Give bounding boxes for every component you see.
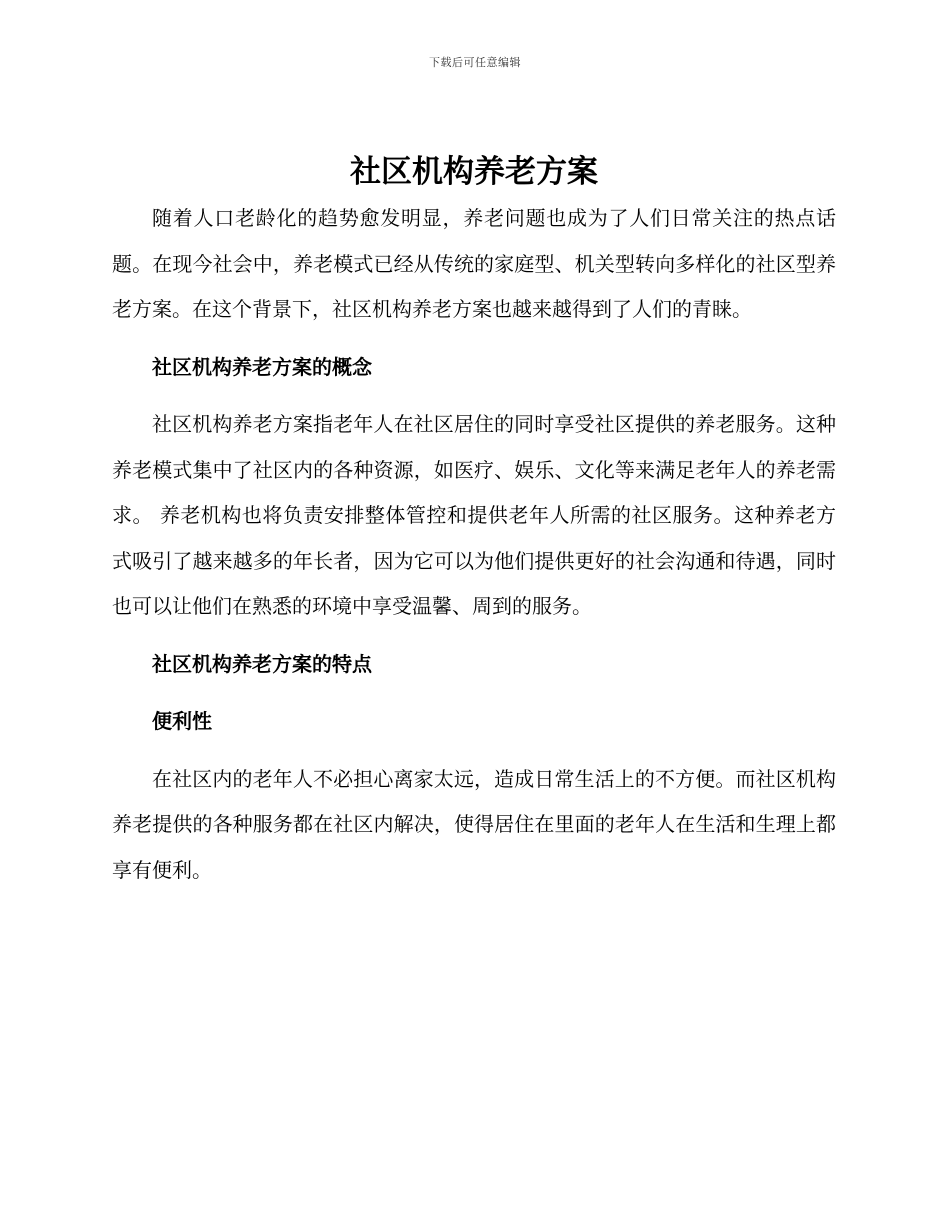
subheading-convenience: 便利性 (152, 709, 212, 733)
concept-paragraph: 社区机构养老方案指老年人在社区居住的同时享受社区提供的养老服务。这种养老模式集中了社区内的各种资源，如医疗、娱乐、文化等来满足老年人的养老需求。 养老机构也将负责安排整体管控和提供老年人所需的社区服务。这种养老方式吸引了越来越多的年长者，因为它可以为他们提供更好的社会沟通和待遇，同时也可以让他们在熟悉的环境中享受温馨、周到的服务。 (112, 412, 836, 618)
intro-paragraph: 随着人口老龄化的趋势愈发明显，养老问题也成为了人们日常关注的热点话题。在现今社会中，养老模式已经从传统的家庭型、机关型转向多样化的社区型养老方案。在这个背景下，社区机构养老方案也越来越得到了人们的青睐。 (112, 206, 836, 321)
document-title: 社区机构养老方案 (350, 154, 598, 190)
convenience-paragraph: 在社区内的老年人不必担心离家太远，造成日常生活上的不方便。而社区机构养老提供的各种服务都在社区内解决，使得居住在里面的老年人在生活和生理上都享有便利。 (112, 766, 836, 882)
section-heading-concept: 社区机构养老方案的概念 (152, 354, 372, 379)
section-heading-features: 社区机构养老方案的特点 (152, 651, 372, 676)
header-note: 下载后可任意编辑 (429, 56, 521, 69)
document-body (112, 150, 836, 893)
